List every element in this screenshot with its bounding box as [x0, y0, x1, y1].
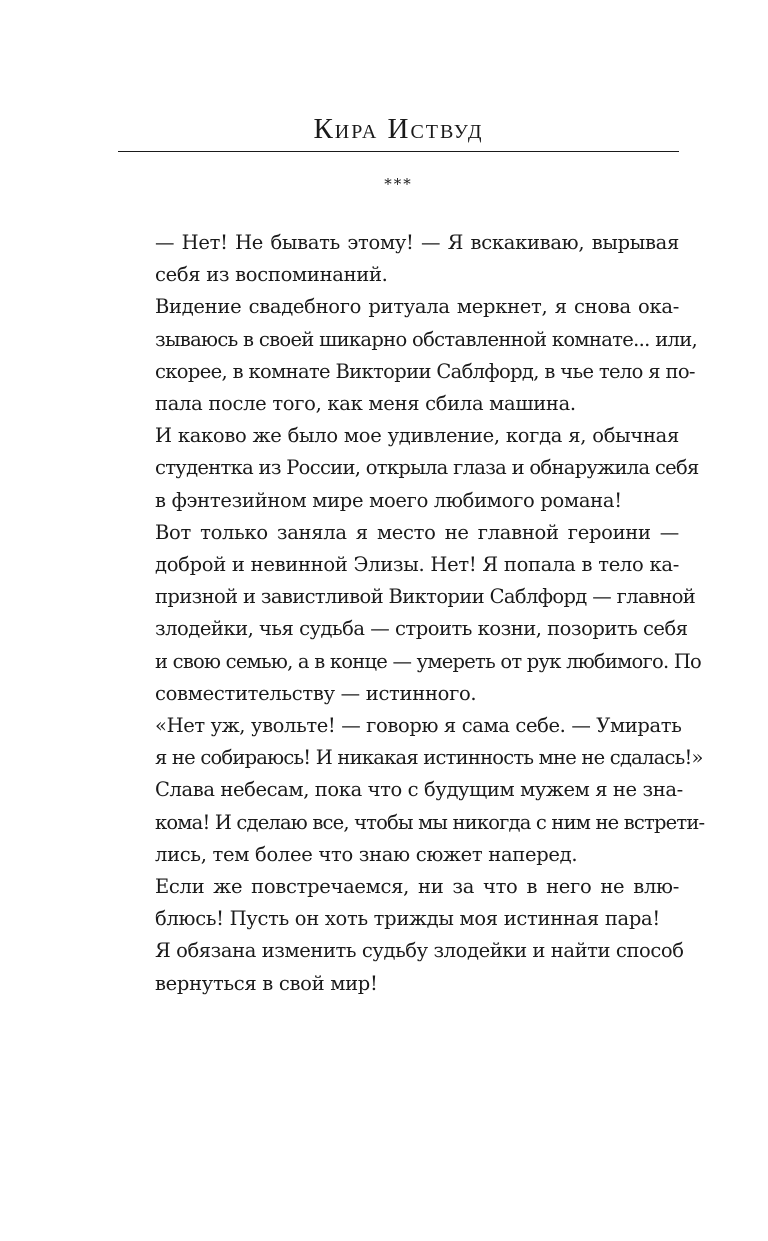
- text-line: Я обязана изменить судьбу злодейки и найти способ: [155, 939, 684, 963]
- running-head-author: Кира Иствуд: [313, 113, 484, 145]
- text-line: злодейки, чья судьба — строить козни, позорить себя: [155, 617, 688, 641]
- paragraph: [118, 710, 703, 774]
- paragraph: [118, 227, 679, 291]
- text-line: пала после того, как меня сбила машина.: [155, 392, 576, 416]
- text-line: доброй и невинной Элизы. Нет! Я попала в тело ка-: [155, 553, 679, 577]
- header-rule: [118, 151, 679, 152]
- paragraph: [118, 871, 679, 935]
- text-line: Видение свадебного ритуала меркнет, я снова ока-: [155, 295, 679, 319]
- paragraph: [118, 774, 705, 871]
- text-line: себя из воспоминаний.: [155, 263, 388, 287]
- text-line: Если же повстречаемся, ни за что в него не влю-: [155, 875, 679, 899]
- text-line: и свою семью, а в конце — умереть от рук любимого. По: [155, 649, 702, 673]
- text-line: Вот только заняла я место не главной героини —: [155, 520, 679, 544]
- text-line: вернуться в свой мир!: [155, 971, 378, 995]
- text-line: «Нет уж, увольте! — говорю я сама себе. — Умирать: [155, 714, 682, 738]
- text-line: И каково же было мое удивление, когда я, обычная: [155, 424, 679, 448]
- paragraph: [118, 935, 684, 999]
- text-line: я не собираюсь! И никакая истинность мне не сдалась!»: [155, 746, 703, 770]
- text-line: студентка из России, открыла глаза и обнаружила себя: [155, 456, 699, 480]
- text-line: в фэнтезийном мире моего любимого романа!: [155, 488, 622, 512]
- paragraph: [118, 291, 698, 420]
- text-line: — Нет! Не бывать этому! — Я вскакиваю, вырывая: [155, 231, 679, 254]
- paragraph: [118, 420, 699, 517]
- text-line: совместительству — истинного.: [155, 681, 477, 705]
- paragraph: [118, 517, 702, 710]
- text-line: призной и завистливой Виктории Саблфорд — главной: [155, 585, 696, 609]
- text-line: лись, тем более что знаю сюжет наперед.: [155, 842, 578, 866]
- scene-break: ***: [384, 175, 413, 193]
- text-line: Слава небесам, пока что с будущим мужем я не зна-: [155, 778, 683, 802]
- text-line: зываюсь в своей шикарно обставленной комнате... или,: [155, 327, 698, 351]
- text-line: кома! И сделаю все, чтобы мы никогда с ним не встрети-: [155, 810, 705, 834]
- text-line: блюсь! Пусть он хоть трижды моя истинная пара!: [155, 907, 660, 931]
- text-line: скорее, в комнате Виктории Саблфорд, в чье тело я по-: [155, 359, 695, 383]
- text-body: [118, 227, 705, 1000]
